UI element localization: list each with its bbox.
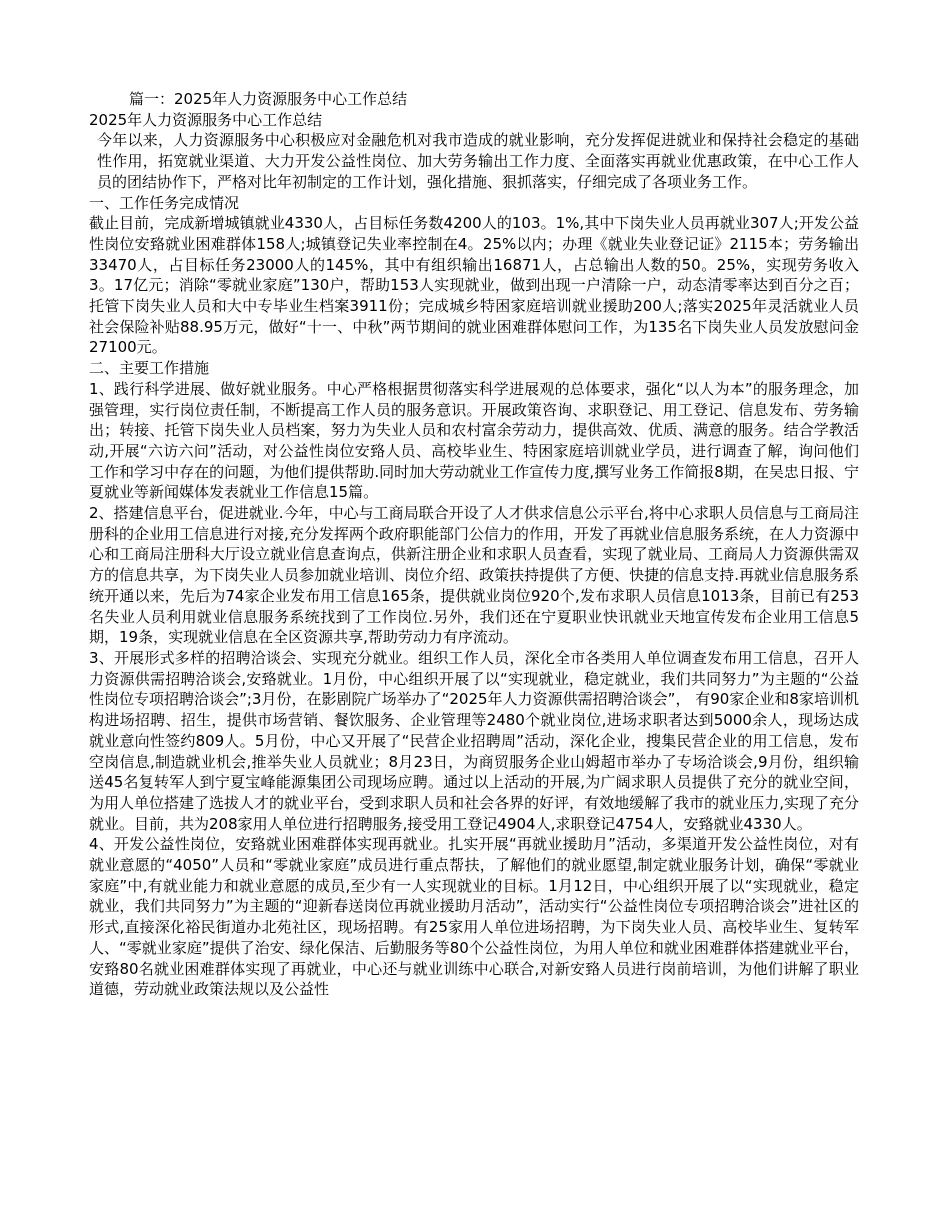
document-page (89, 89, 859, 1000)
measure-item-3: 3、开展形式多样的招聘洽谈会、实现充分就业。组织工作人员，深化全市各类用人单位调查发布用工信息，召开人力资源供需招聘洽谈会,安臵就业。1月份，中心组织开展了以“实现就业，稳定就业，我们共同努力”为主题的“公益性岗位专项招聘洽谈会”;3月份，在影剧院广场举办了“2025年人力资源供需招聘洽谈会”， 有90家企业和8家培训机构进场招聘、招生，提供市场营销、餐饮服务、企业管理等2480个就业岗位,进场求职者达到5000余人，现场达成就业意向性签约809人。5月份，中心又开展了“民营企业招聘周”活动，深化企业，搜集民营企业的用工信息，发布空岗信息,制造就业机会,推举失业人员就业；8月23日，为商贸服务企业山姆超市举办了专场洽谈会,9月份，组织输送45名复转军人到宁夏宝峰能源集团公司现场应聘。通过以上活动的开展,为广阔求职人员提供了充分的就业空间，为用人单位搭建了选拔人才的就业平台，受到求职人员和社会各界的好评，有效地缓解了我市的就业压力,实现了充分就业。目前，共为208家用人单位进行招聘服务,接受用工登记4904人,求职登记4754人，安臵就业4330人。 (89, 648, 859, 833)
measure-item-1: 1、践行科学进展、做好就业服务。中心严格根据贯彻落实科学进展观的总体要求，强化“以人为本”的服务理念，加强管理，实行岗位责任制，不断提高工作人员的服务意识。开展政策咨询、求职登记、用工登记、信息发布、劳务输出；转接、托管下岗失业人员档案，努力为失业人员和农村富余劳动力，提供高效、优质、满意的服务。结合学教活动,开展“六访六问”活动，对公益性岗位安臵人员、高校毕业生、特困家庭培训就业学员，进行调查了解，询问他们工作和学习中存在的问题，为他们提供帮助.同时加大劳动就业工作宣传力度,撰写业务工作简报8期，在吴忠日报、宁夏就业等新闻媒体发表就业工作信息15篇。 (89, 379, 859, 502)
intro-paragraph: 今年以来，人力资源服务中心积极应对金融危机对我市造成的就业影响，充分发挥促进就业和保持社会稳定的基础性作用，拓宽就业渠道、大力开发公益性岗位、加大劳务输出工作力度、全面落实再就业优惠政策，在中心工作人员的团结协作下，严格对比年初制定的工作计划，强化措施、狠抓落实，仔细完成了各项业务工作。 (97, 131, 859, 191)
document-title: 2025年人力资源服务中心工作总结 (89, 110, 323, 129)
tasks-paragraph: 截止目前，完成新增城镇就业4330人，占目标任务数4200人的103。1%,其中下岗失业人员再就业307人;开发公益性岗位安臵就业困难群体158人;城镇登记失业率控制在4。25%以内；办理《就业失业登记证》2115本；劳务输出33470人，占目标任务23000人的145%，其中有组织输出16871人，占总输出人数的50。25%，实现劳务收入3。17亿元；消除“零就业家庭”130户，帮助153人实现就业，做到出现一户清除一户，动态清零率达到百分之百；托管下岗失业人员和大中专毕业生档案3911份；完成城乡特困家庭培训就业援助200人;落实2025年灵活就业人员社会保险补贴88.95万元，做好“十一、中秋”两节期间的就业困难群体慰问工作，为135名下岗失业人员发放慰问金27100元。 (89, 214, 859, 357)
section-heading-measures: 二、主要工作措施 (89, 359, 210, 378)
measure-item-2: 2、搭建信息平台，促进就业.今年，中心与工商局联合开设了人才供求信息公示平台,将中心求职人员信息与工商局注册科的企业用工信息进行对接,充分发挥两个政府职能部门公信力的作用，开发了再就业信息服务系统，在人力资源中心和工商局注册科大厅设立就业信息查询点，供新注册企业和求职人员查看，实现了就业局、工商局人力资源供需双方的信息共享，为下岗失业人员参加就业培训、岗位介绍、政策扶持提供了方便、快捷的信息支持.再就业信息服务系统开通以来，先后为74家企业发布用工信息165条，提供就业岗位920个,发布求职人员信息1013条，目前已有253名失业人员利用就业信息服务系统找到了工作岗位.另外，我们还在宁夏职业快讯就业天地宣传发布企业用工信息5期，19条，实现就业信息在全区资源共享,帮助劳动力有序流动。 (89, 504, 859, 647)
document-heading-line: 篇一：2025年人力资源服务中心工作总结 (129, 90, 408, 108)
section-heading-tasks: 一、工作任务完成情况 (89, 193, 240, 212)
measure-item-4: 4、开发公益性岗位，安臵就业困难群体实现再就业。扎实开展“再就业援助月”活动，多渠道开发公益性岗位，对有就业意愿的“4050”人员和“零就业家庭”成员进行重点帮扶，了解他们的就业愿望,制定就业服务计划，确保“零就业家庭”中,有就业能力和就业意愿的成员,至少有一人实现就业的目标。1月12日，中心组织开展了以“实现就业，稳定就业，我们共同努力”为主题的“迎新春送岗位再就业援助月活动”，活动实行“公益性岗位专项招聘洽谈会”进社区的形式,直接深化裕民街道办北苑社区，现场招聘。有25家用人单位进场招聘，为下岗失业人员、高校毕业生、复转军人、“零就业家庭”提供了治安、绿化保洁、后勤服务等80个公益性岗位，为用人单位和就业困难群体搭建就业平台，安臵80名就业困难群体实现了再就业，中心还与就业训练中心联合,对新安臵人员进行岗前培训，为他们讲解了职业道德，劳动就业政策法规以及公益性 (89, 835, 859, 999)
